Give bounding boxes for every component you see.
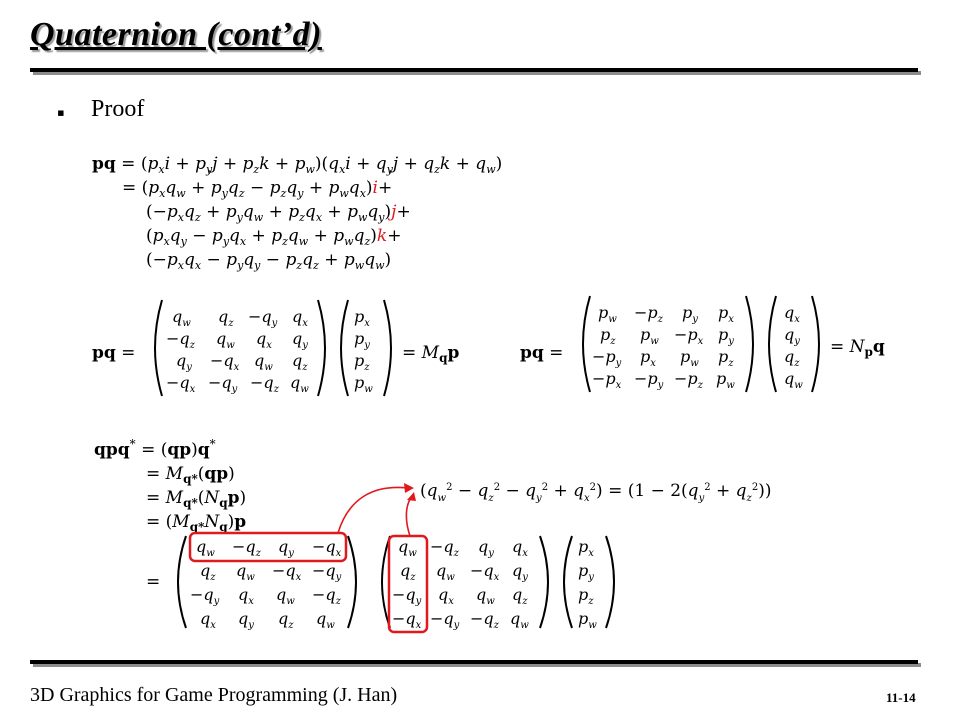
svg-text:qw: $q_w$ bbox=[236, 561, 255, 583]
svg-text:−px: $-p_x$ bbox=[592, 369, 622, 391]
svg-text:−qy: $-q_y$ bbox=[190, 585, 220, 607]
svg-text:qy: $q_y$ bbox=[278, 537, 294, 559]
svg-text:−qz: $-q_z$ bbox=[470, 609, 499, 631]
svg-text:pq =: pq = bbox=[520, 343, 564, 363]
svg-text:−qx: $-q_x$ bbox=[166, 373, 196, 395]
svg-text:= (pxqw + pyqz − pzqy + pwqx)i: = $(p_xq_w + p_yq_z - p_zq_y + p_wq_x)i+$ bbox=[122, 178, 393, 200]
bullet-marker: ▪ bbox=[57, 100, 65, 125]
svg-text:pw: $p_w$ bbox=[680, 347, 699, 369]
svg-text:qz: $q_z$ bbox=[218, 307, 234, 329]
svg-text:qz: $q_z$ bbox=[512, 585, 528, 607]
svg-text:pw: $p_w$ bbox=[598, 303, 617, 325]
svg-text:qw: $q_w$ bbox=[436, 561, 455, 583]
svg-text:px: $p_x$ bbox=[578, 537, 594, 559]
svg-text:qw: $q_w$ bbox=[476, 585, 495, 607]
svg-text:px: $p_x$ bbox=[640, 347, 656, 369]
svg-text:qy: $q_y$ bbox=[512, 561, 528, 583]
svg-text:= (Mq*Nq)p: = $(M_{q*}N_q)p$ bbox=[146, 512, 247, 534]
svg-text:−qx: $-q_x$ bbox=[210, 351, 240, 373]
svg-text:qz: $q_z$ bbox=[200, 561, 216, 583]
svg-text:= Mq*(qp): = $M_{q*}(qp)$ bbox=[146, 464, 235, 486]
svg-text:−pz: $-p_z$ bbox=[634, 303, 663, 325]
svg-text:qx: $q_x$ bbox=[784, 303, 800, 325]
svg-text:pz: $p_z$ bbox=[718, 347, 734, 369]
svg-text:−qz: $-q_z$ bbox=[166, 329, 195, 351]
svg-text:pz: $p_z$ bbox=[600, 325, 616, 347]
svg-text:py: $p_y$ bbox=[682, 303, 698, 325]
svg-text:qy: $q_y$ bbox=[176, 351, 192, 373]
svg-text:qw: $q_w$ bbox=[316, 609, 335, 631]
footer-divider bbox=[30, 660, 918, 664]
svg-text:qx: $q_x$ bbox=[200, 609, 216, 631]
svg-text:qx: $q_x$ bbox=[292, 307, 308, 329]
svg-text:= Mqp: = $M_qp$ bbox=[402, 343, 460, 365]
svg-text:= Npq: = $N_pq$ bbox=[830, 337, 885, 359]
svg-text:qx: $q_x$ bbox=[438, 585, 454, 607]
svg-text:−qy: $-q_y$ bbox=[208, 373, 238, 395]
svg-text:−qz: $-q_z$ bbox=[430, 537, 459, 559]
svg-text:qpq* = (qp)q*: qpq* = (qp)q* bbox=[94, 437, 216, 460]
slide-title: Quaternion (cont’d) bbox=[30, 16, 322, 53]
svg-text:−qx: $-q_x$ bbox=[392, 609, 422, 631]
svg-text:−pz: $-p_z$ bbox=[674, 369, 703, 391]
svg-text:py: $p_y$ bbox=[718, 325, 734, 347]
svg-text:qw: $q_w$ bbox=[254, 351, 273, 373]
svg-text:px: $p_x$ bbox=[718, 303, 734, 325]
svg-text:qz: $q_z$ bbox=[278, 609, 294, 631]
svg-text:qw: $q_w$ bbox=[276, 585, 295, 607]
svg-text:= Mq*(Nqp): = $M_{q*}(N_qp)$ bbox=[146, 488, 247, 510]
svg-text:qx: $q_x$ bbox=[256, 329, 272, 351]
svg-text:qy: $q_y$ bbox=[292, 329, 308, 351]
svg-text:−py: $-p_y$ bbox=[592, 347, 622, 369]
svg-text:(pxqy − pyqx + pzqw + pwqz)k+: $(p_xq_y - p_yq_x + p_zq_w + p_wq_z)k+$ bbox=[146, 226, 402, 248]
svg-text:−qz: $-q_z$ bbox=[250, 373, 279, 395]
svg-text:px: $p_x$ bbox=[354, 307, 370, 329]
svg-text:−qy: $-q_y$ bbox=[430, 609, 460, 631]
bullet-proof: Proof bbox=[91, 96, 145, 122]
svg-text:pw: $p_w$ bbox=[578, 609, 597, 631]
qpq-conjugate-derivation bbox=[94, 437, 771, 632]
svg-text:pz: $p_z$ bbox=[578, 585, 594, 607]
svg-text:pz: $p_z$ bbox=[354, 351, 370, 373]
svg-text:−qy: $-q_y$ bbox=[392, 585, 422, 607]
svg-text:−qz: $-q_z$ bbox=[232, 537, 261, 559]
svg-text:pw: $p_w$ bbox=[716, 369, 735, 391]
svg-text:qw: $q_w$ bbox=[398, 537, 417, 559]
svg-text:pw: $p_w$ bbox=[640, 325, 659, 347]
svg-text:qx: $q_x$ bbox=[512, 537, 528, 559]
svg-text:qy: $q_y$ bbox=[478, 537, 494, 559]
svg-text:pw: $p_w$ bbox=[354, 373, 373, 395]
svg-text:−px: $-p_x$ bbox=[674, 325, 704, 347]
svg-text:−qz: $-q_z$ bbox=[312, 585, 341, 607]
pq-expansion bbox=[92, 154, 502, 272]
svg-text:=: = bbox=[146, 572, 161, 592]
svg-text:−qy: $-q_y$ bbox=[312, 561, 342, 583]
svg-text:−qx: $-q_x$ bbox=[312, 537, 342, 559]
svg-text:−qx: $-q_x$ bbox=[272, 561, 302, 583]
svg-text:qz: $q_z$ bbox=[292, 351, 308, 373]
page-number: 11-14 bbox=[886, 690, 916, 705]
svg-text:qw: $q_w$ bbox=[784, 369, 803, 391]
matrix-N-equation bbox=[520, 296, 885, 392]
svg-text:qz: $q_z$ bbox=[784, 347, 800, 369]
svg-text:(−pxqz + pyqw + pzqx + pwqy)j+: $(-p_xq_z + p_yq_w + p_zq_x + p_wq_y)j+$ bbox=[146, 202, 411, 224]
svg-text:(qw2 − qz2 − qy2 + qx2) = (1 −: $(q_w^2 - q_z^2 - q_y^2 + q_x^2) = (1 - 2(q_y^2 + q_z^2))$ bbox=[420, 481, 772, 504]
svg-text:pq = (pxi + pyj + pzk + pw)(qx: pq = $(p_xi + p_yj + p_zk + p_w)(q_xi + q_yj + q_zk + q_w)$ bbox=[92, 154, 503, 176]
footer-text: 3D Graphics for Game Programming (J. Han) bbox=[30, 684, 398, 706]
svg-text:py: $p_y$ bbox=[578, 561, 594, 583]
svg-text:(−pxqx − pyqy − pzqz + pwqw): $(-p_xq_x - p_yq_y - p_zq_z + p_wq_w)$ bbox=[146, 250, 392, 272]
svg-text:pq =: pq = bbox=[92, 343, 136, 363]
matrix-M-equation bbox=[92, 300, 459, 396]
svg-text:qx: $q_x$ bbox=[238, 585, 254, 607]
svg-text:−qy: $-q_y$ bbox=[248, 307, 278, 329]
svg-text:−qx: $-q_x$ bbox=[470, 561, 500, 583]
svg-text:−py: $-p_y$ bbox=[634, 369, 664, 391]
svg-text:qy: $q_y$ bbox=[784, 325, 800, 347]
svg-text:qz: $q_z$ bbox=[400, 561, 416, 583]
svg-text:py: $p_y$ bbox=[354, 329, 370, 351]
svg-text:qy: $q_y$ bbox=[238, 609, 254, 631]
svg-text:qw: $q_w$ bbox=[172, 307, 191, 329]
svg-text:qw: $q_w$ bbox=[196, 537, 215, 559]
svg-text:qw: $q_w$ bbox=[510, 609, 529, 631]
svg-text:qw: $q_w$ bbox=[290, 373, 309, 395]
svg-text:qw: $q_w$ bbox=[216, 329, 235, 351]
